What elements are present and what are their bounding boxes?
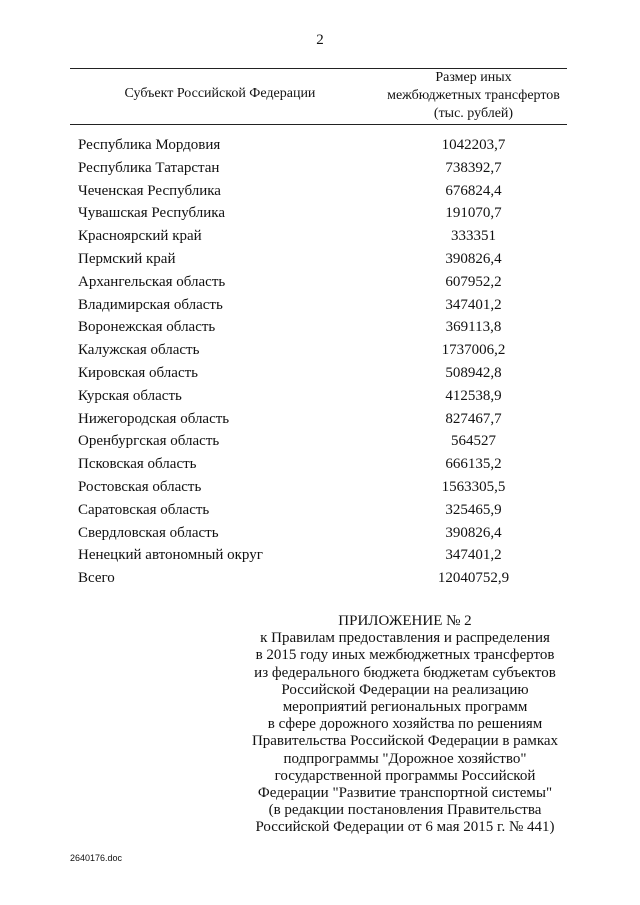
transfer-amount: 347401,2	[445, 296, 502, 313]
transfer-amount: 1737006,2	[441, 342, 506, 359]
appendix-line: государственной программы Российской	[274, 767, 536, 784]
subject-name: Архангельская область	[78, 273, 226, 290]
subject-name: Красноярский край	[78, 228, 202, 245]
table-row	[0, 388, 640, 411]
header-amount-line: межбюджетных трансфертов	[387, 88, 560, 103]
transfer-amount: 333351	[451, 228, 496, 245]
appendix-line: мероприятий региональных программ	[282, 699, 528, 716]
header-amount-line: (тыс. рублей)	[433, 106, 514, 121]
header-amount-line: Размер иных	[435, 70, 512, 85]
appendix-line: Федерации "Развитие транспортной системы"	[257, 785, 553, 802]
footer-filename: 2640176.doc	[70, 853, 123, 863]
subject-name: Курская область	[78, 387, 182, 404]
transfer-amount: 369113,8	[445, 319, 502, 336]
appendix-line: в 2015 году иных межбюджетных трансфертов	[255, 647, 555, 664]
table-row	[0, 411, 640, 434]
table-row	[0, 342, 640, 365]
transfer-amount: 347401,2	[445, 547, 502, 564]
subject-name: Калужская область	[78, 342, 200, 359]
subject-name: Воронежская область	[78, 319, 216, 336]
subject-name: Ростовская область	[78, 478, 202, 495]
page-number: 2	[316, 32, 324, 48]
table-row	[0, 274, 640, 297]
transfer-amount: 1042203,7	[441, 137, 506, 153]
subject-name: Саратовская область	[78, 501, 210, 518]
header-amount	[380, 69, 567, 123]
table-body	[0, 137, 640, 593]
appendix-line: в сфере дорожного хозяйства по решениям	[267, 716, 543, 733]
header-subject: Субъект Российской Федерации	[124, 86, 316, 101]
appendix-line: Российской Федерации на реализацию	[281, 681, 529, 698]
table-row	[0, 205, 640, 228]
table-row	[0, 479, 640, 502]
table-header-rule	[70, 124, 567, 125]
table-row-total	[0, 570, 640, 593]
transfer-amount: 1563305,5	[441, 478, 506, 495]
table-row	[0, 525, 640, 548]
transfer-amount: 390826,4	[445, 524, 502, 541]
total-label: Всего	[78, 570, 115, 587]
table-row	[0, 433, 640, 456]
subject-name: Оренбургская область	[78, 433, 220, 450]
subject-name: Ненецкий автономный округ	[78, 547, 263, 564]
subject-name: Владимирская область	[78, 296, 223, 313]
total-amount: 12040752,9	[437, 570, 510, 587]
subject-name: Республика Татарстан	[78, 159, 220, 176]
table-row	[0, 456, 640, 479]
transfer-amount: 412538,9	[445, 387, 502, 404]
subject-name: Кировская область	[78, 364, 199, 381]
subject-name: Псковская область	[78, 456, 197, 473]
table-row	[0, 160, 640, 183]
transfer-amount: 325465,9	[445, 501, 502, 518]
subject-name: Республика Мордовия	[78, 137, 221, 153]
table-row	[0, 251, 640, 274]
subject-name: Чувашская Республика	[78, 205, 226, 222]
table-row	[0, 228, 640, 251]
table-row	[0, 183, 640, 206]
table-row	[0, 297, 640, 320]
transfer-amount: 666135,2	[445, 456, 502, 473]
appendix-block	[230, 613, 580, 837]
appendix-line: Российской Федерации от 6 мая 2015 г. № 441)	[255, 819, 555, 836]
transfer-amount: 607952,2	[445, 273, 502, 290]
appendix-line: (в редакции постановления Правительства	[268, 802, 542, 819]
subject-name: Чеченская Республика	[78, 182, 221, 199]
transfer-amount: 564527	[451, 433, 496, 450]
table-row	[0, 365, 640, 388]
table-row	[0, 547, 640, 570]
appendix-line: подпрограммы "Дорожное хозяйство"	[283, 750, 527, 767]
appendix-title: ПРИЛОЖЕНИЕ № 2	[338, 613, 472, 629]
transfer-amount: 508942,8	[445, 364, 502, 381]
transfer-amount: 827467,7	[445, 410, 502, 427]
subject-name: Пермский край	[78, 250, 176, 267]
transfer-amount: 390826,4	[445, 250, 502, 267]
table-row	[0, 319, 640, 342]
table-row	[0, 502, 640, 525]
transfer-amount: 191070,7	[445, 205, 502, 222]
table-row	[0, 137, 640, 160]
transfer-amount: 676824,4	[445, 182, 502, 199]
subject-name: Нижегородская область	[78, 410, 230, 427]
transfer-amount: 738392,7	[445, 159, 502, 176]
appendix-line: к Правилам предоставления и распределения	[260, 630, 550, 647]
appendix-line: Правительства Российской Федерации в рамках	[251, 733, 559, 750]
appendix-line: из федерального бюджета бюджетам субъектов	[254, 664, 556, 681]
subject-name: Свердловская область	[78, 524, 219, 541]
